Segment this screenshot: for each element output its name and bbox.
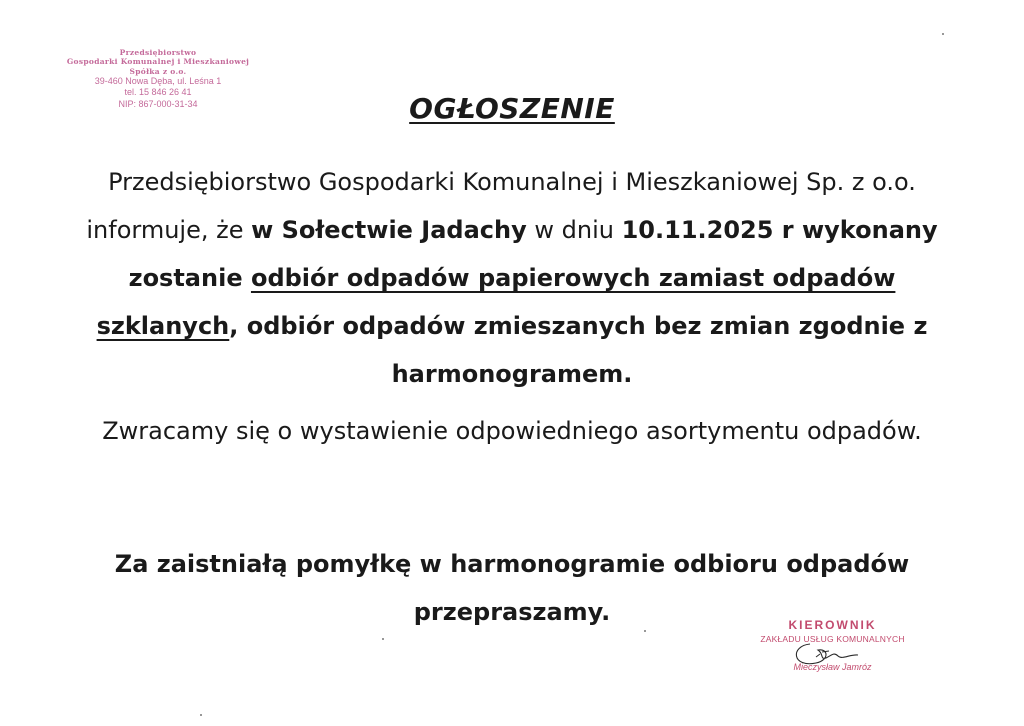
scan-speck <box>200 714 202 716</box>
company-stamp-line1: Przedsiębiorstwo <box>119 48 197 57</box>
company-stamp-line3: Spółka z o.o. <box>129 66 187 76</box>
company-stamp-line2: Gospodarki Komunalnej i Mieszkaniowej <box>66 57 250 67</box>
paragraph-apology: Za zaistniałą pomyłkę w harmonogramie odbioru odpadów przepraszamy. <box>114 550 910 626</box>
paragraph-main-rest: , odbiór odpadów zmieszanych bez zmian zgodnie z harmonogramem. <box>229 312 928 388</box>
scan-speck <box>942 33 944 35</box>
announcement-title: OGŁOSZENIE <box>409 92 615 125</box>
paragraph-main-text2: w dniu <box>526 216 622 244</box>
paragraph-main <box>60 158 964 398</box>
paragraph-main-text1: Przedsiębiorstwo Gospodarki Komunalnej i Mieszkaniowej Sp. z o.o. informuje, że <box>86 168 916 244</box>
manager-stamp-title: KIEROWNIK <box>788 618 877 632</box>
paragraph-request: Zwracamy się o wystawienie odpowiedniego asortymentu odpadów. <box>102 417 922 445</box>
company-stamp-phone: tel. 15 846 26 41 <box>124 87 192 98</box>
announcement-title-wrap <box>0 92 1024 125</box>
scan-speck <box>644 630 646 632</box>
paragraph-main-location: w Sołectwie Jadachy <box>251 216 527 244</box>
paragraph-main-change: odbiór odpadów papierowych zamiast odpadów szklanych <box>96 264 896 340</box>
company-stamp-address: 39-460 Nowa Dęba, ul. Leśna 1 <box>94 76 222 87</box>
manager-stamp-unit: ZAKŁADU USŁUG KOMUNALNYCH <box>760 634 905 644</box>
paragraph-main-date: 10.11.2025 r wykonany zostanie <box>128 216 938 292</box>
scan-speck <box>382 638 384 640</box>
handwritten-signature <box>772 630 892 670</box>
company-stamp-nip: NIP: 867-000-31-34 <box>118 98 198 109</box>
manager-stamp-name: Mieczysław Jamróz <box>793 662 872 672</box>
